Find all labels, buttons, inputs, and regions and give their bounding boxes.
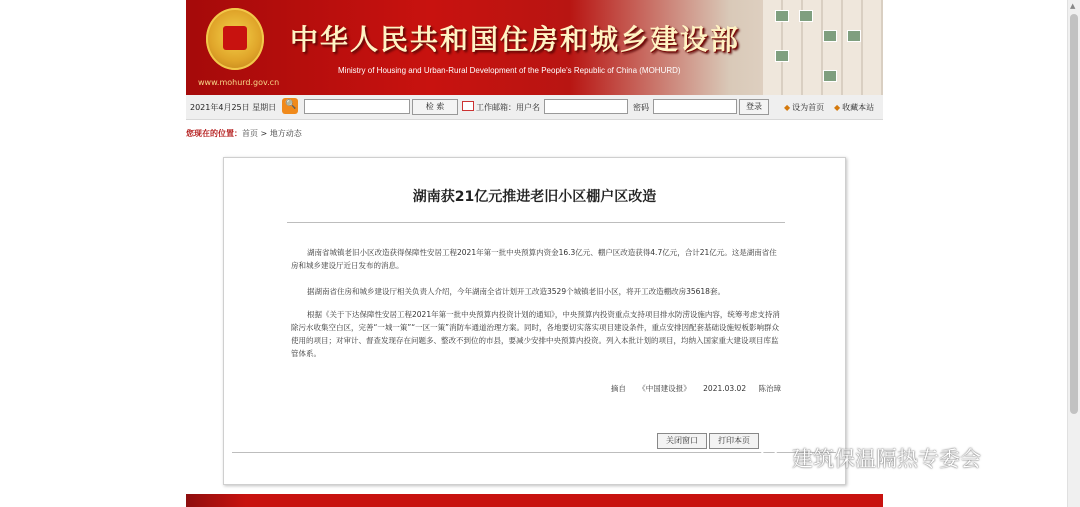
add-favorite-link[interactable] <box>834 102 874 113</box>
site-title-en: Ministry of Housing and Urban-Rural Development of the People's Republic of China (MOHURD) <box>338 66 681 75</box>
source-date: 2021.03.02 <box>703 384 747 393</box>
source-name: 《中国建设报》 <box>638 384 691 393</box>
article-paragraph: 据湖南省住房和城乡建设厅相关负责人介绍，今年湖南全省计划开工改造3529个城镇老旧小区，将开工改造棚改房35618套。 <box>307 287 725 296</box>
header-banner <box>186 0 883 95</box>
site-url: www.mohurd.gov.cn <box>198 78 280 87</box>
mail-icon <box>462 101 474 111</box>
mail-username-label: 工作邮箱：用户名 <box>476 103 540 112</box>
toolbar <box>186 95 883 120</box>
add-favorite-label: 收藏本站 <box>842 103 875 112</box>
title-divider <box>287 222 785 223</box>
source-prefix: 摘自 <box>610 384 626 393</box>
article-paragraph: 根据《关于下达保障性安居工程2021年第一批中央预算内投资计划的通知》，中央预算内投资重点支持项目排水防涝设施内容，统筹考虑支持消除污水收集空白区，完善“一城一策”“一区一策”消防车通道治理方案。同时，各地要切实落实项目建设条件，重点安排因配套基础设施短板影响群众使用的项目；对审计、督查发现存在问题多、整改不到位的市县，要减少安排中央预算内投资。列入本批计划的项目，均纳入国家重大建设项目库监管体系。 <box>291 310 780 358</box>
search-icon[interactable] <box>282 98 298 114</box>
article-title: 湖南获21亿元推进老旧小区棚户区改造 <box>412 189 657 205</box>
watermark-text: 建筑保温隔热专委会 <box>792 447 981 471</box>
site-title-cn: 中华人民共和国住房和城乡建设部 <box>290 23 741 56</box>
set-home-label: 设为首页 <box>792 103 825 112</box>
source-author: 陈治璋 <box>758 384 781 393</box>
breadcrumb-path[interactable]: 首页 > 地方动态 <box>242 129 302 138</box>
footer-banner <box>186 494 883 507</box>
watermark <box>760 443 981 473</box>
home-icon: ◆ <box>784 103 791 112</box>
search-input[interactable] <box>304 99 410 114</box>
building-photo <box>763 0 883 95</box>
username-input[interactable] <box>544 99 628 114</box>
login-button[interactable]: 登录 <box>739 99 769 115</box>
set-home-link[interactable] <box>784 102 824 113</box>
print-page-button[interactable]: 打印本页 <box>709 433 759 449</box>
close-window-button[interactable]: 关闭窗口 <box>657 433 707 449</box>
wechat-icon <box>760 448 784 468</box>
article-paragraph: 湖南省城镇老旧小区改造获得保障性安居工程2021年第一批中央预算内资金16.3亿元、棚户区改造获得4.7亿元，合计21亿元。这是湖南省住房和城乡建设厅近日发布的消息。 <box>291 248 777 270</box>
page <box>186 0 883 507</box>
scroll-up-arrow-icon[interactable]: ▲ <box>1070 2 1076 10</box>
password-label: 密码 <box>633 103 649 112</box>
national-emblem-icon <box>206 8 264 70</box>
vertical-scrollbar[interactable] <box>1067 0 1080 507</box>
article-source <box>601 383 781 394</box>
password-input[interactable] <box>653 99 737 114</box>
current-date: 2021年4月25日 星期日 <box>190 103 277 112</box>
breadcrumb <box>186 128 302 139</box>
scrollbar-thumb[interactable] <box>1070 14 1078 414</box>
article-box <box>223 157 846 485</box>
breadcrumb-here-label: 您现在的位置： <box>186 129 242 138</box>
search-button[interactable]: 检 索 <box>412 99 458 115</box>
favorite-icon: ◆ <box>834 103 841 112</box>
bottom-divider <box>232 452 836 453</box>
